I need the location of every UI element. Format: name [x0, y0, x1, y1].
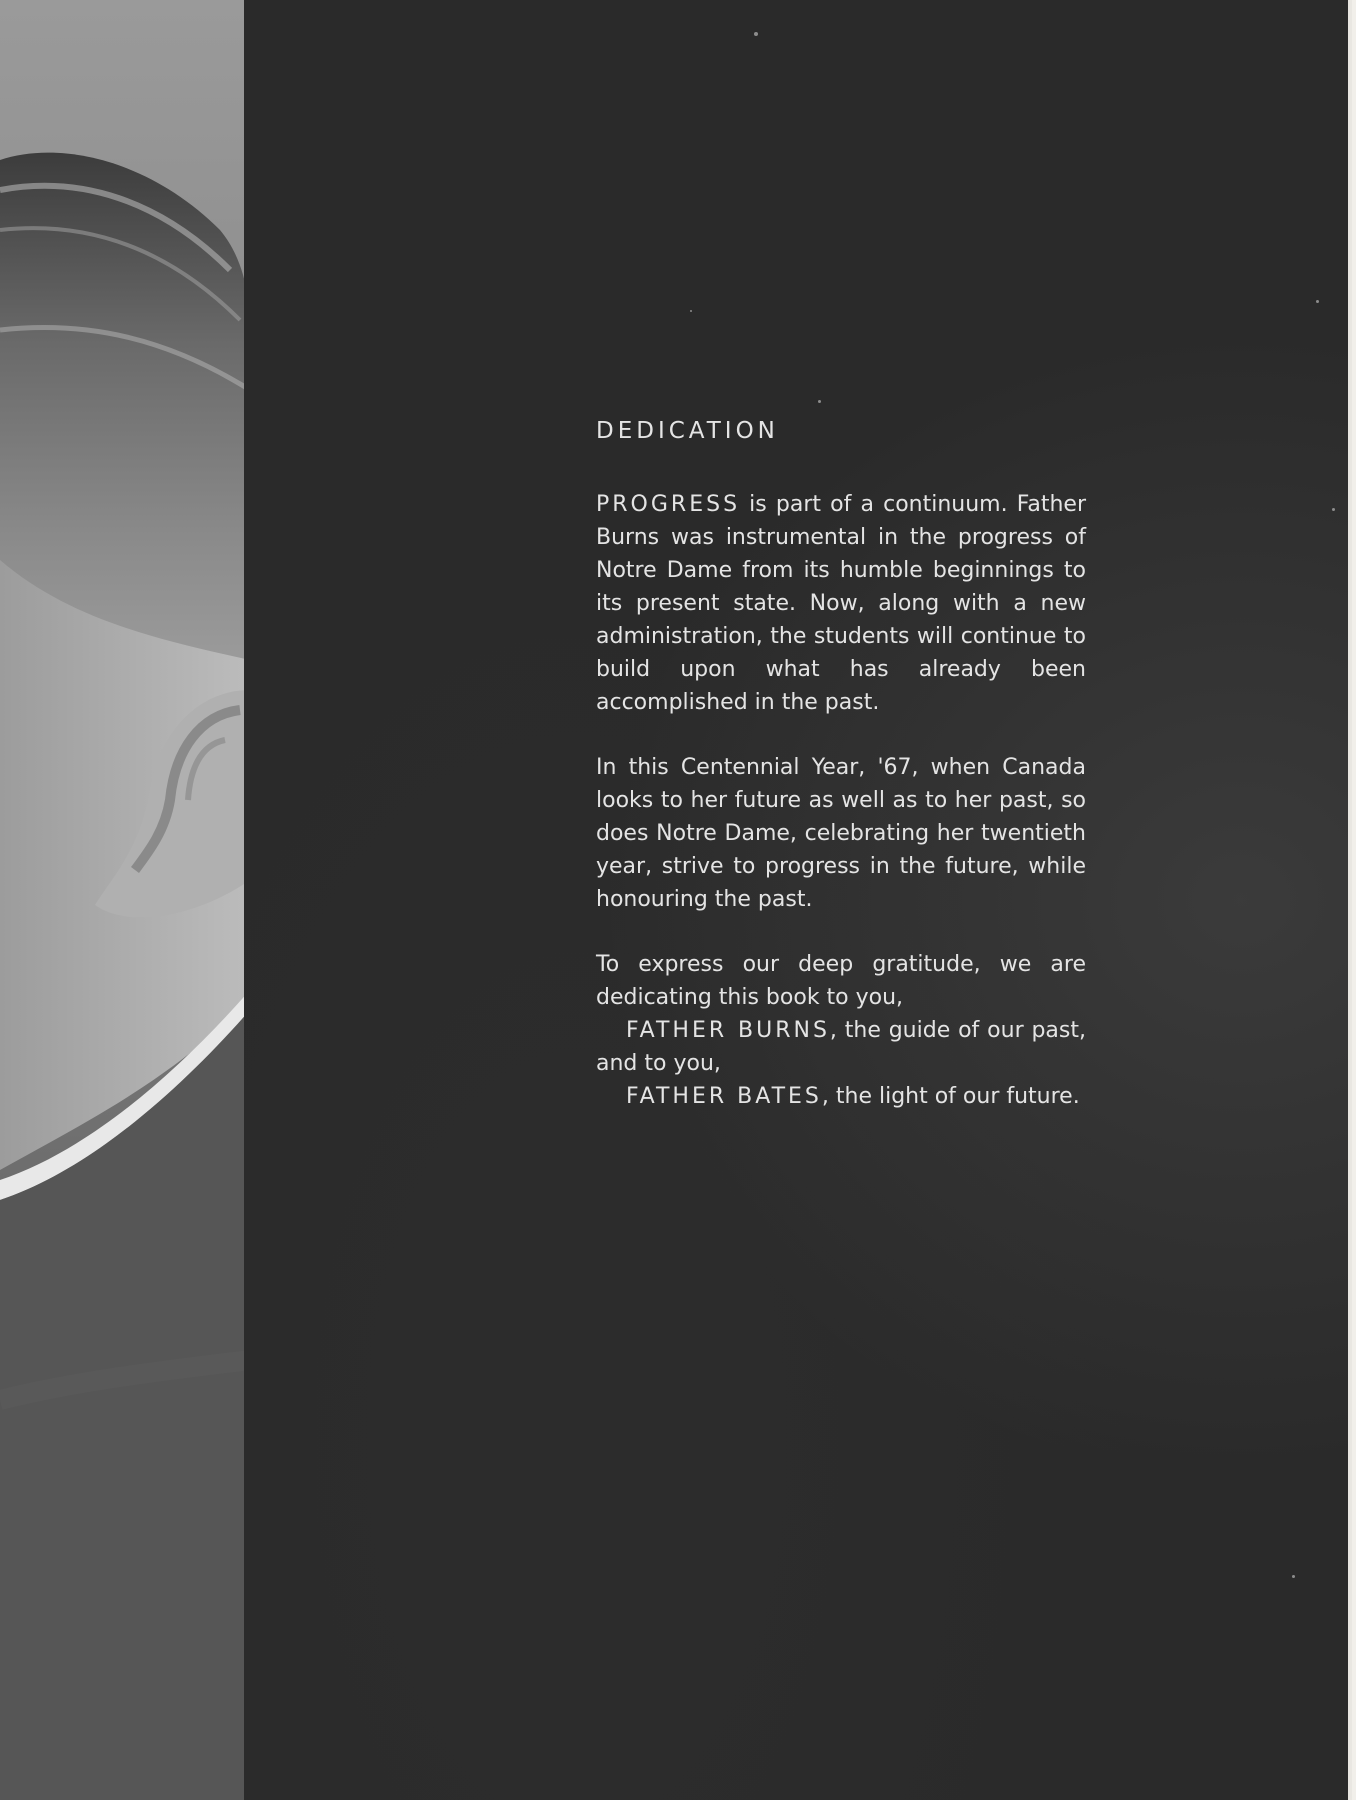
portrait-photo [0, 0, 250, 1800]
paper-edge [1348, 0, 1352, 1800]
dust-speck [1332, 508, 1335, 511]
dedication-paragraph-progress [596, 488, 1086, 719]
dedication-paragraph-gratitude [596, 948, 1086, 1113]
father-bates-tribute: , the light of our future. [821, 1084, 1080, 1109]
progress-lead-word: PROGRESS [596, 492, 741, 517]
dedication-text [596, 418, 1086, 1145]
father-burns-tribute: , the guide of our past, and to you, [596, 1018, 1086, 1076]
progress-paragraph-text: is part of a continuum. Father Burns was instrumental in the progress of Notre Dame from its humble beginnings to its present state. Now, along with a new administration, the students will continue to build upon what has already been accomplished in the past. [596, 492, 1086, 715]
dust-speck [754, 32, 758, 36]
dedication-heading: DEDICATION [596, 418, 779, 444]
dust-speck [1292, 1575, 1295, 1578]
gratitude-intro: To express our deep gratitude, we are dedicating this book to you, [596, 952, 1086, 1010]
dedication-paragraph-centennial [596, 751, 1086, 916]
dust-speck [818, 400, 821, 403]
father-bates-name: FATHER BATES [626, 1084, 822, 1109]
dust-speck [690, 310, 692, 312]
father-burns-name: FATHER BURNS [626, 1018, 830, 1043]
dust-speck [1316, 300, 1319, 303]
portrait-photo-icon [0, 0, 250, 1800]
centennial-paragraph-text: In this Centennial Year, '67, when Canada looks to her future as well as to her past, so does Notre Dame, celebrating her twentieth year, strive to progress in the future, while honouring the past. [596, 755, 1086, 912]
